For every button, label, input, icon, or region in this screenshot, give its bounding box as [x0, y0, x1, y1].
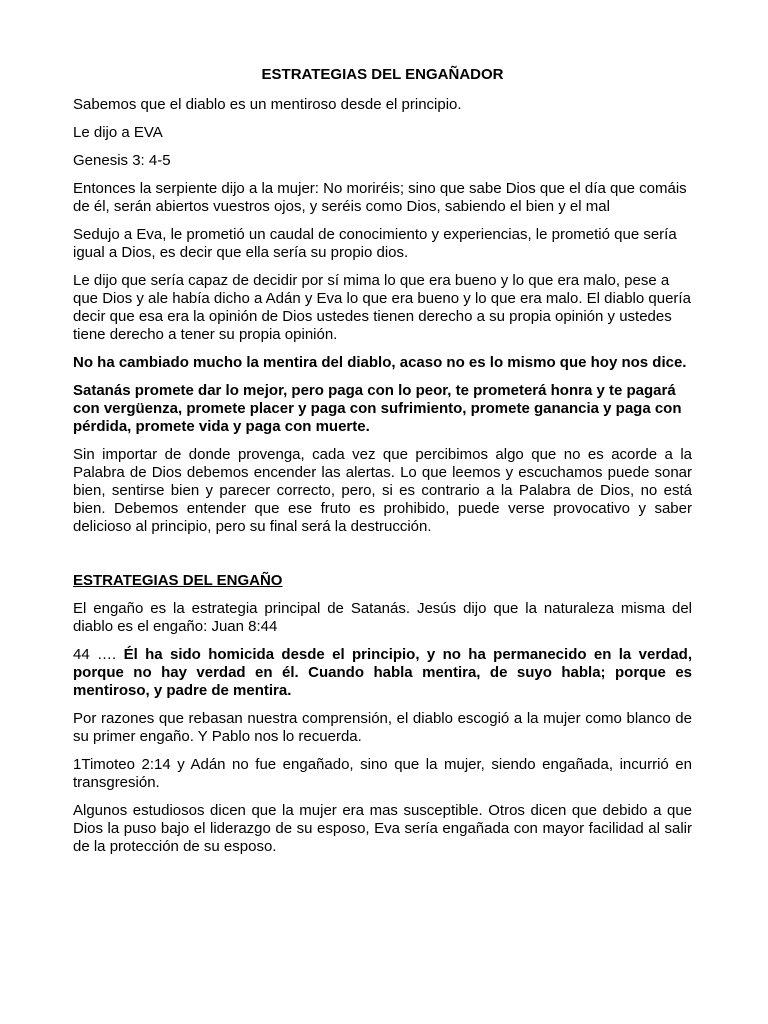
- paragraph-estudiosos: Algunos estudiosos dicen que la mujer era mas susceptible. Otros dicen que debido a que Dios la puso bajo el liderazgo de su esposo, Eva sería engañada con mayor facilidad al salir de la protección de su esposo.: [73, 802, 692, 855]
- paragraph-intro: Sabemos que el diablo es un mentiroso desde el principio.: [73, 96, 462, 113]
- paragraph-razones: Por razones que rebasan nuestra comprensión, el diablo escogió a la mujer como blanco de su primer engaño. Y Pablo nos lo recuerda.: [73, 710, 692, 745]
- paragraph-engano-estrategia: El engaño es la estrategia principal de Satanás. Jesús dijo que la naturaleza misma del diablo es el engaño: Juan 8:44: [73, 600, 692, 635]
- paragraph-sedujo: Sedujo a Eva, le prometió un caudal de conocimiento y experiencias, le prometió que sería igual a Dios, es decir que ella sería su propio dios.: [73, 226, 677, 261]
- paragraph-timoteo: 1Timoteo 2:14 y Adán no fue engañado, sino que la mujer, siendo engañada, incurrió en transgresión.: [73, 756, 692, 791]
- document-title: ESTRATEGIAS DEL ENGAÑADOR: [261, 66, 504, 83]
- paragraph-genesis-quote: Entonces la serpiente dijo a la mujer: No moriréis; sino que sabe Dios que el día que comáis de él, serán abiertos vuestros ojos, y seréis como Dios, sabiendo el bien y el mal: [73, 180, 687, 215]
- paragraph-reference-genesis: Genesis 3: 4-5: [73, 152, 171, 169]
- paragraph-sin-importar: Sin importar de donde provenga, cada vez que percibimos algo que no es acorde a la Palabra de Dios debemos encender las alertas. Lo que leemos y escuchamos puede sonar bien, sentirse bien y parecer correcto, pero, si es contrario a la Palabra de Dios, no está bien. Debemos entender que ese fruto es prohibido, puede verse provocativo y saber delicioso al principio, pero su final será la destrucción.: [73, 446, 692, 535]
- paragraph-juan-verse: [73, 646, 692, 700]
- paragraph-satanas-promete: Satanás promete dar lo mejor, pero paga con lo peor, te prometerá honra y te pagará con vergüenza, promete placer y paga con sufrimiento, promete ganancia y paga con pérdida, promete vida y paga con muerte.: [73, 382, 682, 435]
- verse-text: Él ha sido homicida desde el principio, y no ha permanecido en la verdad, porque no hay verdad en él. Cuando habla mentira, de suyo habla; porque es mentiroso, y padre de mentira.: [73, 646, 692, 699]
- section-heading-estrategias-engano: ESTRATEGIAS DEL ENGAÑO: [73, 572, 283, 589]
- verse-prefix: 44 ….: [73, 646, 124, 663]
- document-page: [73, 66, 692, 866]
- paragraph-no-ha-cambiado: No ha cambiado mucho la mentira del diablo, acaso no es lo mismo que hoy nos dice.: [73, 354, 687, 371]
- paragraph-decidir: Le dijo que sería capaz de decidir por sí mima lo que era bueno y lo que era malo, pese a que Dios y ale había dicho a Adán y Eva lo que era bueno y lo que era malo. El diablo quería decir que esa era la opinión de Dios ustedes tienen derecho a su propia opinión y ustedes tiene derecho a tener su propia opinión.: [73, 272, 691, 343]
- paragraph-le-dijo: Le dijo a EVA: [73, 124, 163, 141]
